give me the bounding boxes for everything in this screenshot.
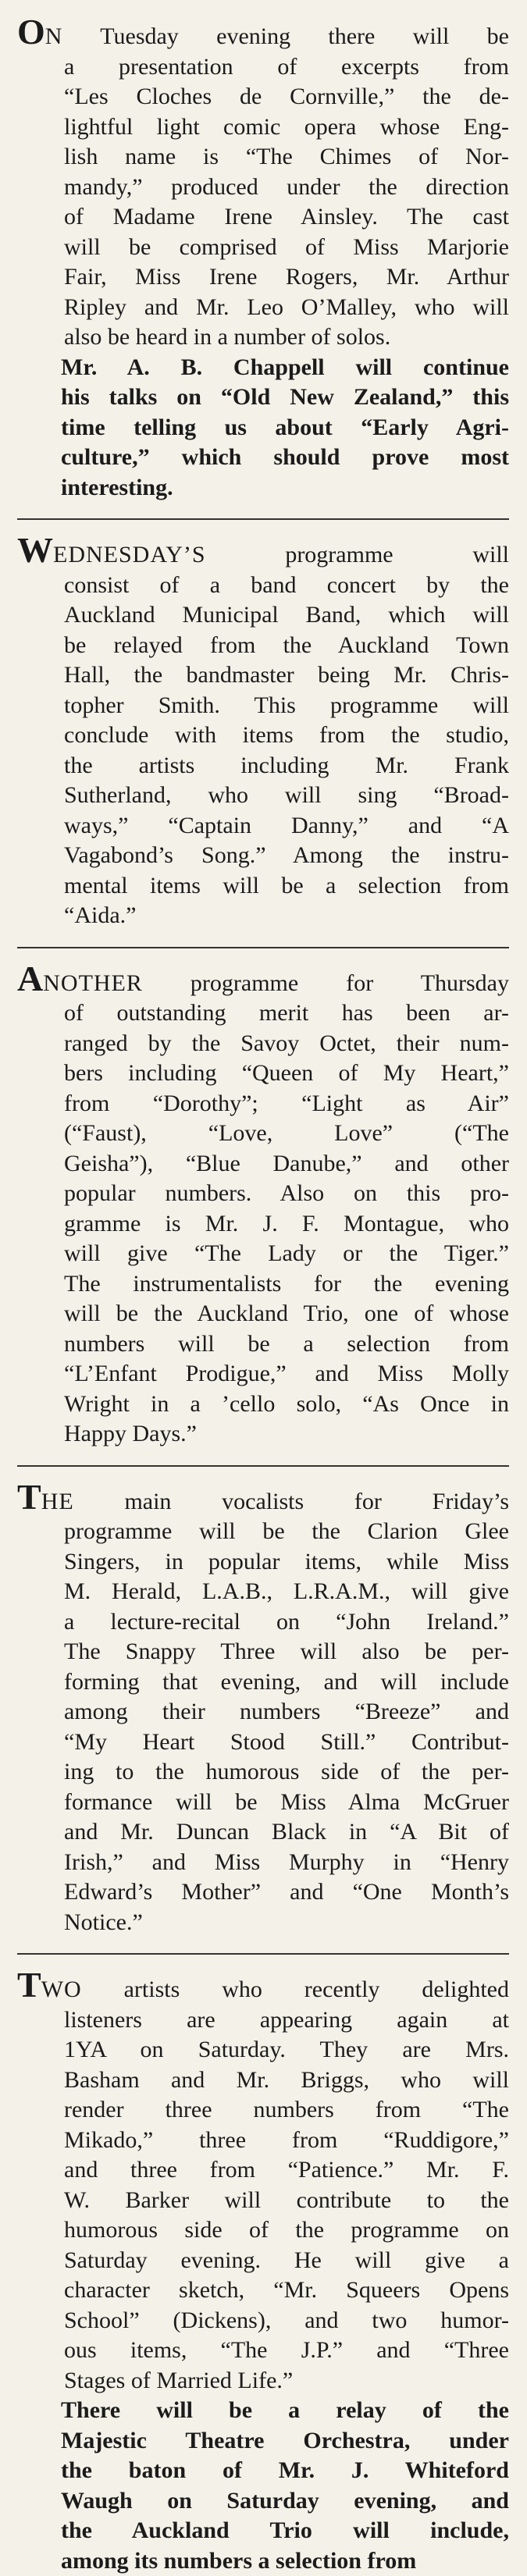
drop-cap: O (17, 12, 45, 52)
text-line: mandy,” produced under the direction (17, 173, 509, 203)
text-line (17, 1970, 509, 2005)
text-line: also be heard in a number of solos. (17, 322, 509, 353)
wednesday-paragraph (17, 535, 509, 931)
bold-text-line: Mr. A. B. Chappell will continue (61, 353, 509, 383)
text-line: Ripley and Mr. Leo O’Malley, who will (17, 293, 509, 323)
saturday-section (17, 1970, 509, 2576)
text-line: character sketch, “Mr. Squeers Opens (17, 2275, 509, 2306)
text-line: Irish,” and Miss Murphy in “Henry (17, 1848, 509, 1878)
bold-text-line: his talks on “Old New Zealand,” this (61, 382, 509, 413)
lead-in: WO (41, 1976, 82, 2002)
text-line: lish name is “The Chimes of Nor- (17, 142, 509, 173)
first-line-text: main vocalists for Friday’s (74, 1489, 509, 1514)
text-line: numbers will be a selection from (17, 1329, 509, 1360)
text-line: of outstanding merit has been ar- (17, 998, 509, 1029)
section-divider (17, 947, 509, 948)
text-line: Fair, Miss Irene Rogers, Mr. Arthur (17, 262, 509, 293)
text-line: lightful light comic opera whose Eng- (17, 112, 509, 143)
text-line: Geisha”), “Blue Danube,” and other (17, 1149, 509, 1179)
text-line: forming that evening, and will include (17, 1667, 509, 1698)
text-line: of Madame Irene Ainsley. The cast (17, 202, 509, 233)
text-line: “L’Enfant Prodigue,” and Miss Molly (17, 1359, 509, 1389)
bold-text-line: time telling us about “Early Agri- (61, 413, 509, 443)
drop-cap: T (17, 1477, 41, 1517)
text-line (17, 964, 509, 999)
text-line: School” (Dickens), and two humor- (17, 2306, 509, 2336)
saturday-paragraph (17, 1970, 509, 2396)
text-line: a lecture-recital on “John Ireland.” (17, 1607, 509, 1638)
text-line: ous items, “The J.P.” and “Three (17, 2336, 509, 2366)
text-line (17, 1482, 509, 1517)
text-line: consist of a band concert by the (17, 571, 509, 601)
bold-text-line: Waugh on Saturday evening, and (61, 2486, 509, 2517)
bold-text-line: Majestic Theatre Orchestra, under (61, 2426, 509, 2457)
text-line: bers including “Queen of My Heart,” (17, 1059, 509, 1089)
bold-text-line: the baton of Mr. J. Whiteford (61, 2456, 509, 2486)
text-line: W. Barker will contribute to the (17, 2186, 509, 2216)
text-line: Auckland Municipal Band, which will (17, 600, 509, 631)
lead-in: NOTHER (43, 970, 143, 996)
text-line: listeners are appearing again at (17, 2005, 509, 2036)
text-line: Hall, the bandmaster being Mr. Chris- (17, 660, 509, 691)
text-line: topher Smith. This programme will (17, 691, 509, 721)
text-line: and three from “Patience.” Mr. F. (17, 2155, 509, 2186)
tuesday-paragraph (17, 17, 509, 353)
text-line: “My Heart Stood Still.” Contribut- (17, 1727, 509, 1758)
thursday-section (17, 964, 509, 1450)
first-line-text: artists who recently delighted (82, 1976, 509, 2002)
text-line: The Snappy Three will also be per- (17, 1637, 509, 1667)
text-line: Vagabond’s Song.” Among the instru- (17, 841, 509, 871)
text-line: render three numbers from “The (17, 2095, 509, 2126)
text-line: conclude with items from the studio, (17, 720, 509, 751)
section-divider (17, 1465, 509, 1467)
tuesday-section (17, 17, 509, 503)
bold-text-line: There will be a relay of the (61, 2396, 509, 2426)
bold-text-line: interesting. (61, 473, 509, 503)
tuesday-bold-note (17, 353, 509, 503)
text-line: the artists including Mr. Frank (17, 751, 509, 781)
text-line: be relayed from the Auckland Town (17, 631, 509, 661)
text-line: and Mr. Duncan Black in “A Bit of (17, 1817, 509, 1848)
bold-text-line: culture,” which should prove most (61, 443, 509, 473)
lead-in: N (45, 23, 63, 49)
drop-cap: T (17, 1965, 41, 2005)
text-line: M. Herald, L.A.B., L.R.A.M., will give (17, 1577, 509, 1607)
text-line: formance will be Miss Alma McGruer (17, 1788, 509, 1818)
text-line: ing to the humorous side of the per- (17, 1757, 509, 1788)
text-line: “Les Cloches de Cornville,” the de- (17, 82, 509, 112)
text-line: Happy Days.” (17, 1419, 509, 1450)
text-line: 1YA on Saturday. They are Mrs. (17, 2035, 509, 2065)
text-line: humorous side of the programme on (17, 2215, 509, 2246)
text-line: ranged by the Savoy Octet, their num- (17, 1029, 509, 1059)
text-line: gramme is Mr. J. F. Montague, who (17, 1209, 509, 1240)
text-line: Singers, in popular items, while Miss (17, 1547, 509, 1578)
text-line: Basham and Mr. Briggs, who will (17, 2065, 509, 2096)
wednesday-section (17, 535, 509, 931)
bold-text-line: the Auckland Trio will include, (61, 2516, 509, 2546)
text-line: programme will be the Clarion Glee (17, 1517, 509, 1547)
drop-cap: W (17, 530, 53, 570)
text-line: Stages of Married Life.” (17, 2366, 509, 2396)
text-line: Edward’s Mother” and “One Month’s (17, 1877, 509, 1908)
text-line: Sutherland, who will sing “Broad- (17, 781, 509, 811)
section-divider (17, 518, 509, 520)
lead-in: EDNESDAY’S (53, 542, 206, 568)
text-line: The instrumentalists for the evening (17, 1269, 509, 1300)
text-line: from “Dorothy”; “Light as Air” (17, 1089, 509, 1119)
lead-in: HE (41, 1489, 74, 1514)
first-line-text: programme will (206, 542, 509, 568)
text-line: Notice.” (17, 1908, 509, 1938)
text-line: a presentation of excerpts from (17, 52, 509, 83)
text-line: Mikado,” three from “Ruddigore,” (17, 2126, 509, 2156)
text-line: among their numbers “Breeze” and (17, 1697, 509, 1727)
text-line: (“Faust), “Love, Love” (“The (17, 1119, 509, 1149)
text-line: “Aida.” (17, 901, 509, 931)
section-divider (17, 1953, 509, 1955)
text-line: ways,” “Captain Danny,” and “A (17, 811, 509, 841)
text-line: mental items will be a selection from (17, 871, 509, 902)
friday-section (17, 1482, 509, 1938)
text-line: will be the Auckland Trio, one of whose (17, 1299, 509, 1329)
text-line: popular numbers. Also on this pro- (17, 1179, 509, 1209)
newspaper-column (17, 17, 509, 2576)
bold-text-line: among its numbers a selection from (61, 2546, 509, 2576)
text-line: Wright in a ’cello solo, “As Once in (17, 1389, 509, 1420)
text-line: will give “The Lady or the Tiger.” (17, 1239, 509, 1269)
first-line-text: programme for Thursday (143, 970, 509, 996)
drop-cap: A (17, 959, 43, 998)
text-line (17, 535, 509, 571)
text-line: will be comprised of Miss Marjorie (17, 233, 509, 263)
friday-paragraph (17, 1482, 509, 1938)
text-line (17, 17, 509, 52)
saturday-bold-note (17, 2396, 509, 2576)
thursday-paragraph (17, 964, 509, 1450)
text-line: Saturday evening. He will give a (17, 2246, 509, 2276)
first-line-text: Tuesday evening there will be (62, 23, 509, 49)
